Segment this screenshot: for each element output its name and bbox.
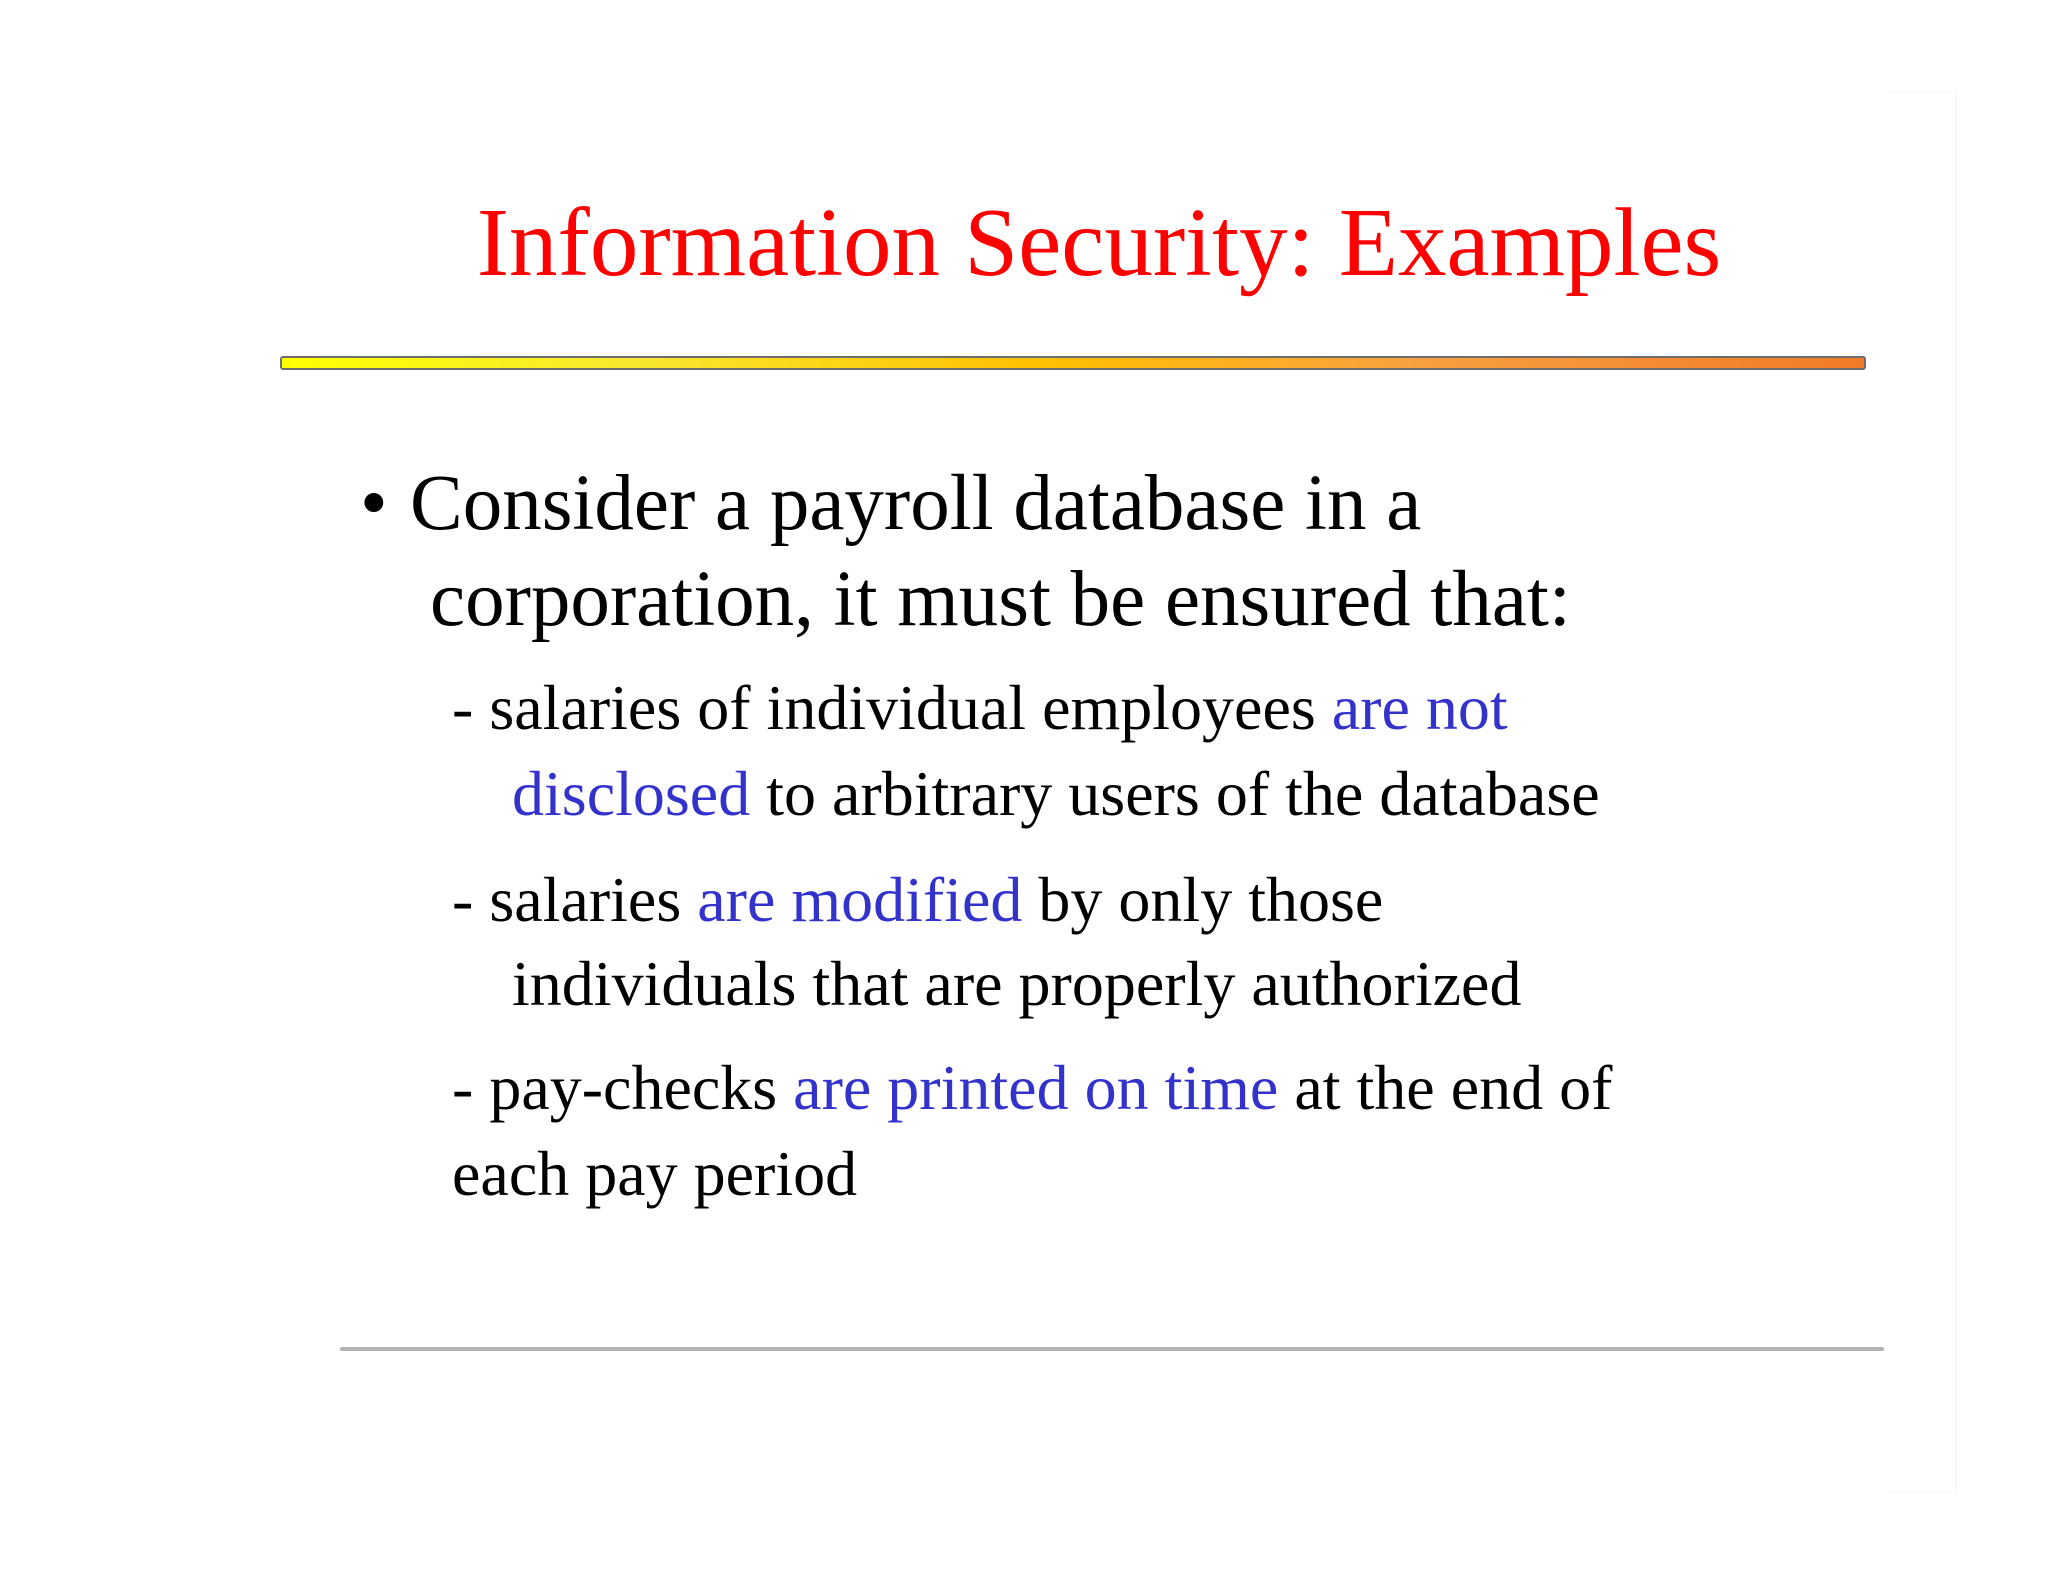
bullet-text-line-1: Consider a payroll database in a bbox=[410, 460, 1422, 547]
bullet-icon: • bbox=[360, 460, 388, 547]
sub-item-2-text-cont: individuals that are properly authorized bbox=[512, 948, 1522, 1019]
sub-item-3-line-1 bbox=[452, 1048, 1612, 1128]
sub-item-1-highlight-cont: disclosed bbox=[512, 758, 751, 829]
bullet-text-line-2: corporation, it must be ensured that: bbox=[430, 556, 1571, 643]
sub-item-2-line-2 bbox=[512, 944, 1521, 1024]
sub-item-3-highlight: are printed on time bbox=[793, 1052, 1279, 1123]
sub-item-3-line-2 bbox=[452, 1134, 857, 1214]
sub-item-3-text-after: at the end of bbox=[1278, 1052, 1613, 1123]
sub-item-1-text-cont: to arbitrary users of the database bbox=[750, 758, 1600, 829]
bottom-divider bbox=[340, 1347, 1884, 1351]
sub-item-2-text: - salaries bbox=[452, 864, 698, 935]
sub-item-1-line-2 bbox=[512, 754, 1600, 834]
sub-item-2-text-after: by only those bbox=[1022, 864, 1384, 935]
sub-item-3-text-cont: each pay period bbox=[452, 1138, 858, 1209]
sub-item-1-highlight: are not bbox=[1331, 672, 1508, 743]
sub-item-2-line-1 bbox=[452, 860, 1383, 940]
sub-item-1-line-1 bbox=[452, 668, 1508, 748]
title-underline-bar bbox=[280, 356, 1866, 370]
sub-item-2-highlight: are modified bbox=[697, 864, 1023, 935]
slide-title: Information Security: Examples bbox=[476, 189, 1722, 296]
sub-item-3-text: - pay-checks bbox=[452, 1052, 794, 1123]
sub-item-1-text: - salaries of individual employees bbox=[452, 672, 1332, 743]
